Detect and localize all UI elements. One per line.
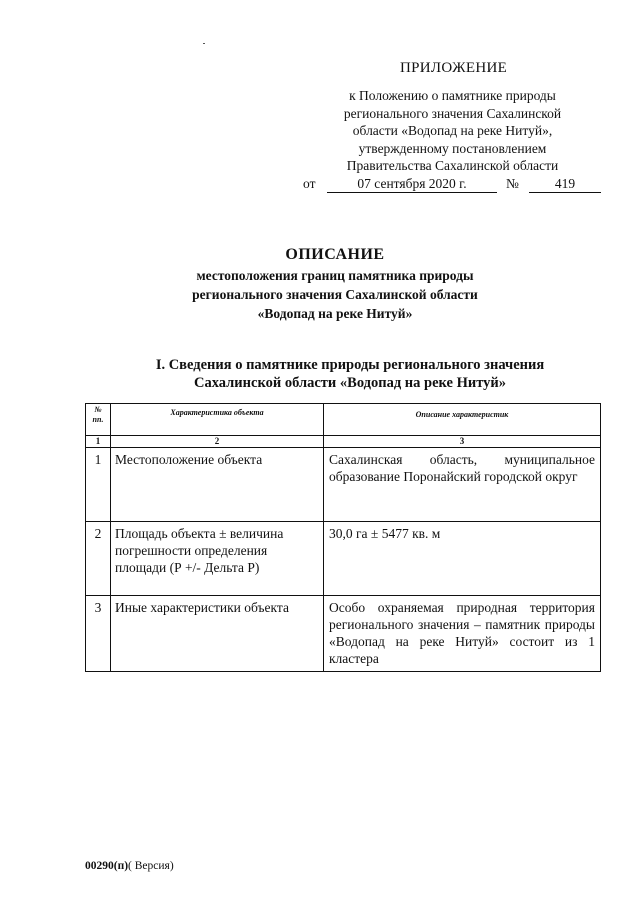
- scan-speck: [203, 43, 205, 44]
- column-number: 3: [324, 436, 601, 448]
- row-number: 1: [86, 448, 111, 522]
- section-title: [0, 356, 640, 392]
- row-description: Особо охраняемая природная территория регионального значения – памятник природы «Водопад на реке Нитуй» состоит из 1 кластера: [324, 596, 601, 672]
- column-number: 2: [111, 436, 324, 448]
- number-label: №: [506, 176, 519, 191]
- header-number-line: пп.: [92, 415, 104, 424]
- row-number: 3: [86, 596, 111, 672]
- appendix-title: ПРИЛОЖЕНИЕ: [400, 60, 508, 76]
- table-row: [86, 448, 601, 522]
- resolution-number: 419: [529, 176, 601, 193]
- appendix-line: к Положению о памятнике природы: [349, 88, 556, 103]
- description-line: регионального значения Сахалинской области: [192, 287, 478, 302]
- header-characteristic: Характеристика объекта: [111, 404, 324, 436]
- row-characteristic: Площадь объекта ± величина погрешности определения площади (Р +/- Дельта Р): [111, 522, 324, 596]
- section-line: Сахалинской области «Водопад на реке Нитуй»: [194, 375, 506, 391]
- row-description: 30,0 га ± 5477 кв. м: [324, 522, 601, 596]
- description-line: местоположения границ памятника природы: [196, 268, 474, 283]
- appendix-line: регионального значения Сахалинской: [343, 105, 562, 121]
- resolution-date-row: [303, 176, 603, 196]
- document-footer: [85, 860, 174, 872]
- section-line: I. Сведения о памятнике природы регионального значения: [155, 357, 545, 373]
- appendix-reference: [300, 87, 605, 175]
- column-number: 1: [86, 436, 111, 448]
- document-version: ( Версия): [128, 860, 174, 872]
- header-description: Описание характеристик: [324, 404, 601, 436]
- appendix-line: утвержденному постановлением: [358, 140, 547, 156]
- row-number: 2: [86, 522, 111, 596]
- row-characteristic: Иные характеристики объекта: [111, 596, 324, 672]
- header-number-line: №: [94, 405, 102, 414]
- column-number-row: [86, 436, 601, 448]
- row-description: Сахалинская область, муниципальное образование Поронайский городской округ: [324, 448, 601, 522]
- description-subtitle: [0, 266, 640, 323]
- document-code: 00290(п): [85, 860, 129, 872]
- description-title: ОПИСАНИЕ: [285, 246, 385, 263]
- appendix-line: Правительства Сахалинской области: [346, 158, 559, 173]
- table-row: [86, 522, 601, 596]
- row-characteristic: Местоположение объекта: [111, 448, 324, 522]
- table-row: [86, 596, 601, 672]
- table-header-row: [86, 404, 601, 436]
- date-prefix: от: [303, 176, 316, 191]
- resolution-date: 07 сентября 2020 г.: [327, 176, 497, 193]
- characteristics-table: [85, 403, 601, 672]
- appendix-line: области «Водопад на реке Нитуй»,: [352, 123, 553, 138]
- description-line: «Водопад на реке Нитуй»: [257, 306, 413, 321]
- header-number: [86, 404, 111, 436]
